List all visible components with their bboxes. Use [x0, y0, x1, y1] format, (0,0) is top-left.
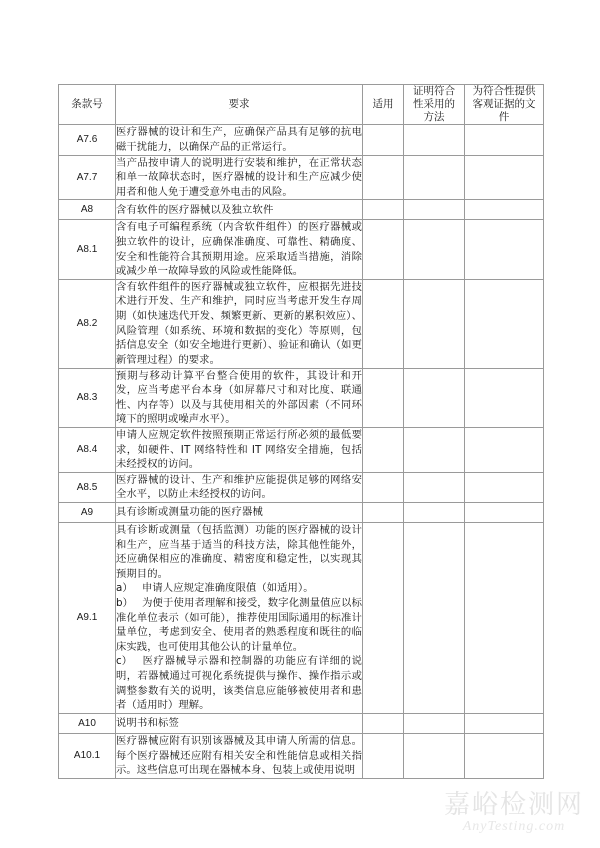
cell-method[interactable] [404, 200, 465, 220]
table-row [59, 368, 544, 427]
column-header-method-line3: 方法 [423, 111, 445, 124]
requirement-sub-c [116, 654, 362, 712]
cell-method[interactable] [404, 155, 465, 200]
cell-requirement: 当产品按申请人的说明进行安装和维护，在正常状态和单一故障状态时，医疗器械的设计和生产应减少使用者和他人免于遭受意外电击的风险。 [116, 155, 363, 200]
column-header-applicable [363, 85, 404, 125]
column-header-evidence [465, 85, 544, 125]
cell-clause: A8.3 [59, 368, 116, 427]
checklist-table-container [58, 84, 544, 779]
cell-applicable[interactable] [363, 503, 404, 523]
cell-applicable[interactable] [363, 279, 404, 368]
column-header-method-line1: 证明符合 [413, 85, 455, 97]
cell-clause: A7.7 [59, 155, 116, 200]
cell-clause: A8.5 [59, 472, 116, 502]
requirement-intro: 具有诊断或测量（包括监测）功能的医疗器械的设计和生产，应当基于适当的科技方法，除其他性能外，还应确保相应的准确度、精密度和稳定性，以实现其预期目的。 [116, 524, 362, 580]
sub-label-b: b） [116, 597, 134, 610]
watermark-chinese: 嘉峪检测网 [443, 789, 584, 820]
cell-evidence[interactable] [465, 200, 544, 220]
cell-evidence[interactable] [465, 279, 544, 368]
table-row [59, 279, 544, 368]
watermark-english: AnyTesting.com [462, 819, 566, 835]
cell-evidence[interactable] [465, 220, 544, 279]
requirement-sub-a [116, 581, 362, 596]
table-row [59, 733, 544, 778]
table-row-section [59, 503, 544, 523]
cell-requirement: 医疗器械的设计和生产，应确保产品具有足够的抗电磁干扰能力，以确保产品的正常运行。 [116, 125, 363, 155]
column-header-evidence-line2: 客观证据的文 [472, 98, 536, 111]
table-row [59, 220, 544, 279]
cell-method[interactable] [404, 733, 465, 778]
cell-applicable[interactable] [363, 472, 404, 502]
cell-requirement: 说明书和标签 [116, 713, 363, 733]
cell-applicable[interactable] [363, 220, 404, 279]
cell-clause: A8.2 [59, 279, 116, 368]
sub-label-c: c） [116, 655, 133, 668]
cell-evidence[interactable] [465, 125, 544, 155]
cell-applicable[interactable] [363, 368, 404, 427]
requirement-sub-b [116, 596, 362, 654]
cell-requirement: 申请人应规定软件按照预期正常运行所必须的最低要求，如硬件、IT 网络特性和 IT 网络安全措施，包括未经授权的访问。 [116, 427, 363, 472]
cell-clause: A9 [59, 503, 116, 523]
cell-method[interactable] [404, 368, 465, 427]
sub-text-a: 申请人应规定准确度限值（如适用）。 [142, 582, 314, 595]
sub-text-b: 为便于使用者理解和接受，数字化测量值应以标准化单位表示（如可能），推荐使用国际通用的标准计量单位，考虑到安全、使用者的熟悉程度和既往的临床实践，也可使用其他公认的计量单位。 [116, 597, 362, 653]
cell-evidence[interactable] [465, 733, 544, 778]
cell-clause: A8 [59, 200, 116, 220]
column-header-requirement-line1: 要求 [228, 98, 250, 111]
essential-principles-checklist-table [58, 84, 544, 779]
column-header-method [404, 85, 465, 125]
cell-clause: A8.1 [59, 220, 116, 279]
table-row [59, 125, 544, 155]
cell-evidence[interactable] [465, 427, 544, 472]
cell-method[interactable] [404, 503, 465, 523]
table-row [59, 472, 544, 502]
cell-requirement: 预期与移动计算平台整合使用的软件，其设计和开发，应当考虑平台本身（如屏幕尺寸和对比度、联通性、内存等）以及与其使用相关的外部因素（不同环境下的照明或噪声水平）。 [116, 368, 363, 427]
table-row [59, 523, 544, 714]
cell-method[interactable] [404, 125, 465, 155]
table-body [59, 125, 544, 778]
cell-evidence[interactable] [465, 503, 544, 523]
column-header-evidence-line1: 为符合性提供 [472, 85, 536, 97]
table-row [59, 155, 544, 200]
cell-method[interactable] [404, 713, 465, 733]
cell-applicable[interactable] [363, 427, 404, 472]
column-header-method-line2: 性采用的 [413, 98, 455, 111]
cell-evidence[interactable] [465, 472, 544, 502]
cell-clause: A8.4 [59, 427, 116, 472]
cell-clause: A7.6 [59, 125, 116, 155]
cell-applicable[interactable] [363, 155, 404, 200]
cell-applicable[interactable] [363, 713, 404, 733]
column-header-requirement [116, 85, 363, 125]
table-header-row [59, 85, 544, 125]
cell-evidence[interactable] [465, 523, 544, 714]
cell-requirement [116, 523, 363, 714]
column-header-evidence-line3: 件 [498, 111, 510, 124]
cell-evidence[interactable] [465, 368, 544, 427]
cell-method[interactable] [404, 220, 465, 279]
cell-method[interactable] [404, 427, 465, 472]
cell-method[interactable] [404, 472, 465, 502]
table-row [59, 427, 544, 472]
cell-applicable[interactable] [363, 733, 404, 778]
sub-label-a: a） [116, 582, 133, 595]
column-header-clause [59, 85, 116, 125]
column-header-applicable-line1: 适用 [372, 98, 394, 111]
cell-clause: A10 [59, 713, 116, 733]
cell-clause: A10.1 [59, 733, 116, 778]
watermark [443, 789, 584, 836]
column-header-clause-line1: 条款号 [71, 98, 103, 111]
cell-requirement: 含有软件组件的医疗器械或独立软件，应根据先进技术进行开发、生产和维护，同时应当考虑开发生存周期（如快速迭代开发、频繁更新、更新的累积效应）、风险管理（如系统、环境和数据的变化）等原则，包括信息安全（如安全地进行更新）、验证和确认（如更新管理过程）的要求。 [116, 279, 363, 368]
cell-requirement: 含有电子可编程系统（内含软件组件）的医疗器械或独立软件的设计，应确保准确度、可靠性、精确度、安全和性能符合其预期用途。应采取适当措施，消除或减少单一故障导致的风险或性能降低。 [116, 220, 363, 279]
cell-method[interactable] [404, 523, 465, 714]
cell-applicable[interactable] [363, 125, 404, 155]
table-header [59, 85, 544, 125]
cell-requirement: 具有诊断或测量功能的医疗器械 [116, 503, 363, 523]
cell-method[interactable] [404, 279, 465, 368]
sub-text-c: 医疗器械导示器和控制器的功能应有详细的说明，若器械通过可视化系统提供与操作、操作指示或调整参数有关的说明，该类信息应能够被使用者和患者（适用时）理解。 [116, 655, 362, 712]
cell-evidence[interactable] [465, 155, 544, 200]
cell-requirement: 医疗器械应附有识别该器械及其申请人所需的信息。每个医疗器械还应附有相关安全和性能信息或相关指示。这些信息可出现在器械本身、包装上或使用说明 [116, 733, 363, 778]
cell-requirement: 含有软件的医疗器械以及独立软件 [116, 200, 363, 220]
table-row-section [59, 200, 544, 220]
cell-evidence[interactable] [465, 713, 544, 733]
table-row-section [59, 713, 544, 733]
cell-requirement: 医疗器械的设计、生产和维护应能提供足够的网络安全水平，以防止未经授权的访问。 [116, 472, 363, 502]
cell-applicable[interactable] [363, 523, 404, 714]
cell-applicable[interactable] [363, 200, 404, 220]
cell-clause: A9.1 [59, 523, 116, 714]
